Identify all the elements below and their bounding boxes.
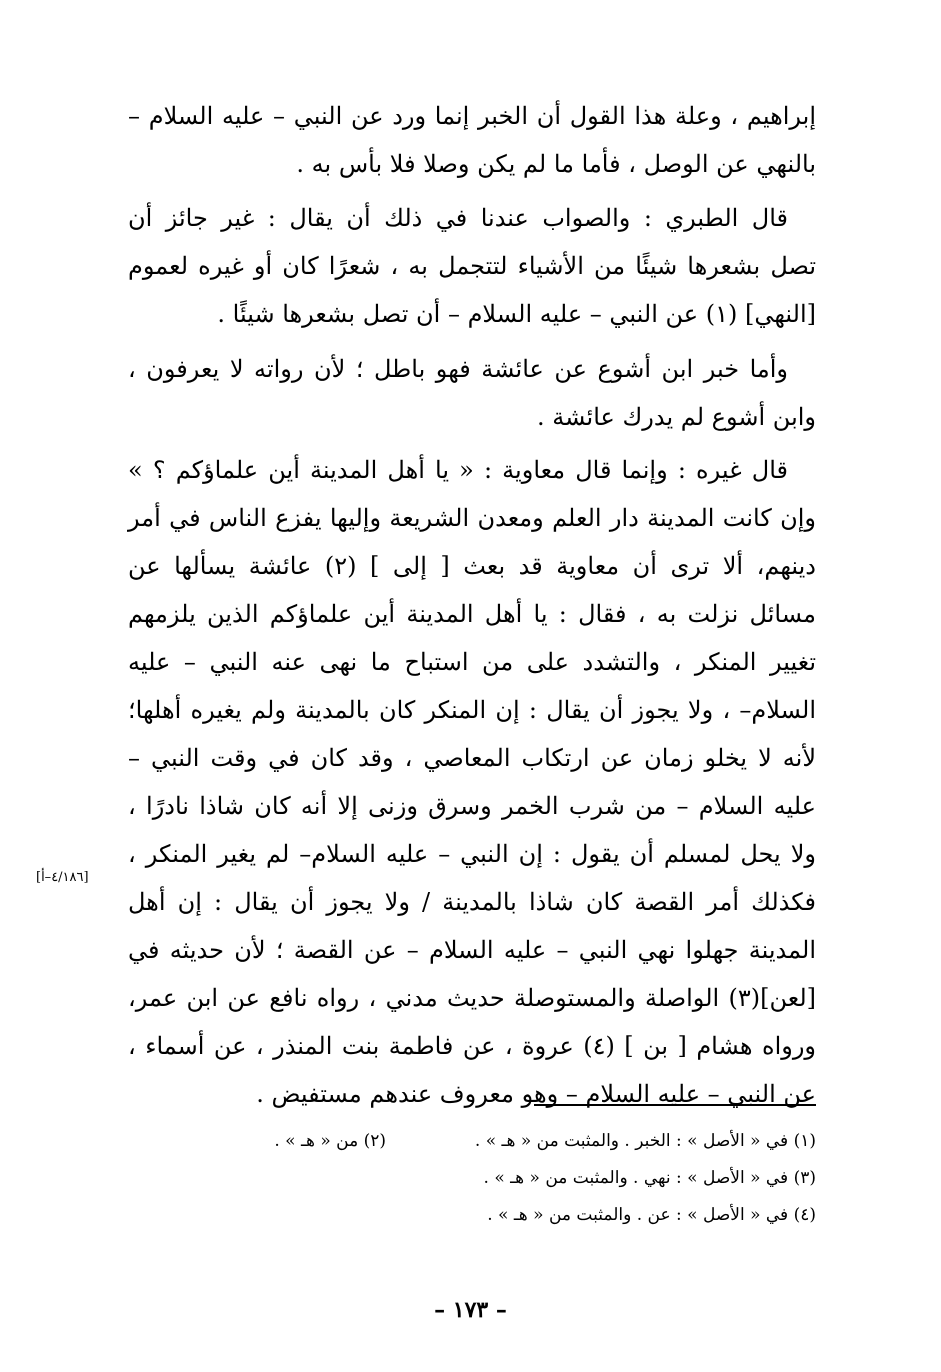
text-line: عليه السلام – من شرب الخمر وسرق وزنى إلا أنه كان شاذا نادرًا ، xyxy=(128,792,816,820)
text-line: المدينة جهلوا نهي النبي – عليه السلام – عن القصة ؛ لأن حديثه في xyxy=(128,936,816,964)
text-line: السلام– ، ولا يجوز أن يقال : إن المنكر كان بالمدينة ولم يغيره أهلها؛ xyxy=(128,696,816,724)
text-line: ورواه هشام [ بن ] (٤) عروة ، عن فاطمة بنت المنذر ، عن أسماء ، xyxy=(128,1032,817,1060)
text-line: [لعن](٣) الواصلة والمستوصلة حديث مدني ، رواه نافع عن ابن عمر، xyxy=(128,984,816,1012)
text-line: وإن كانت المدينة دار العلم ومعدن الشريعة وإليها يفزع الناس في أمر xyxy=(128,504,816,532)
page-number: – ١٧٣ – xyxy=(434,1297,507,1323)
footnote-2: (٢) من « هـ » . xyxy=(274,1131,386,1151)
paragraph-2 xyxy=(128,194,816,338)
text-line: قال الطبري : والصواب عندنا في ذلك أن يقال : غير جائز أن xyxy=(128,204,788,232)
text-line: ولا يحل لمسلم أن يقول : إن النبي – عليه السلام– لم يغير المنكر ، xyxy=(128,840,816,868)
text-line: لأنه لا يخلو زمان عن ارتكاب المعاصي ، وقد كان في وقت النبي – xyxy=(128,744,816,772)
footnote-3: (٣) في « الأصل » : نهي . والمثبت من « هـ » . xyxy=(483,1168,816,1188)
footnotes xyxy=(150,1123,816,1234)
paragraph-1 xyxy=(128,92,816,188)
text-line: عن النبي – عليه السلام – وهو معروف عندهم مستفيض . xyxy=(256,1080,816,1108)
text-line: دينهم، ألا ترى أن معاوية قد بعث [ إلى ] (٢) عائشة يسألها عن xyxy=(128,552,816,580)
footnote-4: (٤) في « الأصل » : عن . والمثبت من « هـ » . xyxy=(487,1205,816,1225)
text-line: تغيير المنكر ، والتشدد على من استباح ما نهى عنه النبي – عليه xyxy=(128,648,816,676)
manuscript-folio-note: [٤/١٨٦–أ] xyxy=(36,870,89,885)
footnote-row xyxy=(150,1123,816,1160)
footnote-1: (١) في « الأصل » : الخبر . والمثبت من « هـ » . xyxy=(474,1131,816,1151)
footnote-row xyxy=(150,1160,816,1197)
footnote-row xyxy=(150,1197,816,1234)
text-line: فكذلك أمر القصة كان شاذا بالمدينة / ولا يجوز أن يقال : إن أهل xyxy=(128,888,816,916)
footnote-empty xyxy=(150,1160,386,1197)
text-line: تصل بشعرها شيئًا من الأشياء لتتجمل به ، شعرًا كان أو غيره لعموم xyxy=(128,252,816,280)
text-line: قال غيره : وإنما قال معاوية : « يا أهل المدينة أين علماؤكم ؟ » xyxy=(128,456,788,484)
text-line: وابن أشوع لم يدرك عائشة . xyxy=(537,403,816,431)
footnote-empty xyxy=(150,1197,386,1234)
text-line: إبراهيم ، وعلة هذا القول أن الخبر إنما ورد عن النبي – عليه السلام – xyxy=(128,102,816,130)
text-line: مسائل نزلت به ، فقال : يا أهل المدينة أين علماؤكم الذين يلزمهم xyxy=(128,600,816,628)
text-line: وأما خبر ابن أشوع عن عائشة فهو باطل ؛ لأن رواته لا يعرفون ، xyxy=(128,355,788,383)
paragraph-3 xyxy=(128,345,816,441)
text-line: بالنهي عن الوصل ، فأما ما لم يكن وصلا فلا بأس به . xyxy=(296,150,816,178)
text-line: [النهي] (١) عن النبي – عليه السلام – أن تصل بشعرها شيئًا . xyxy=(217,300,816,328)
paragraph-4 xyxy=(128,446,816,1118)
footnote-divider xyxy=(534,1104,816,1106)
